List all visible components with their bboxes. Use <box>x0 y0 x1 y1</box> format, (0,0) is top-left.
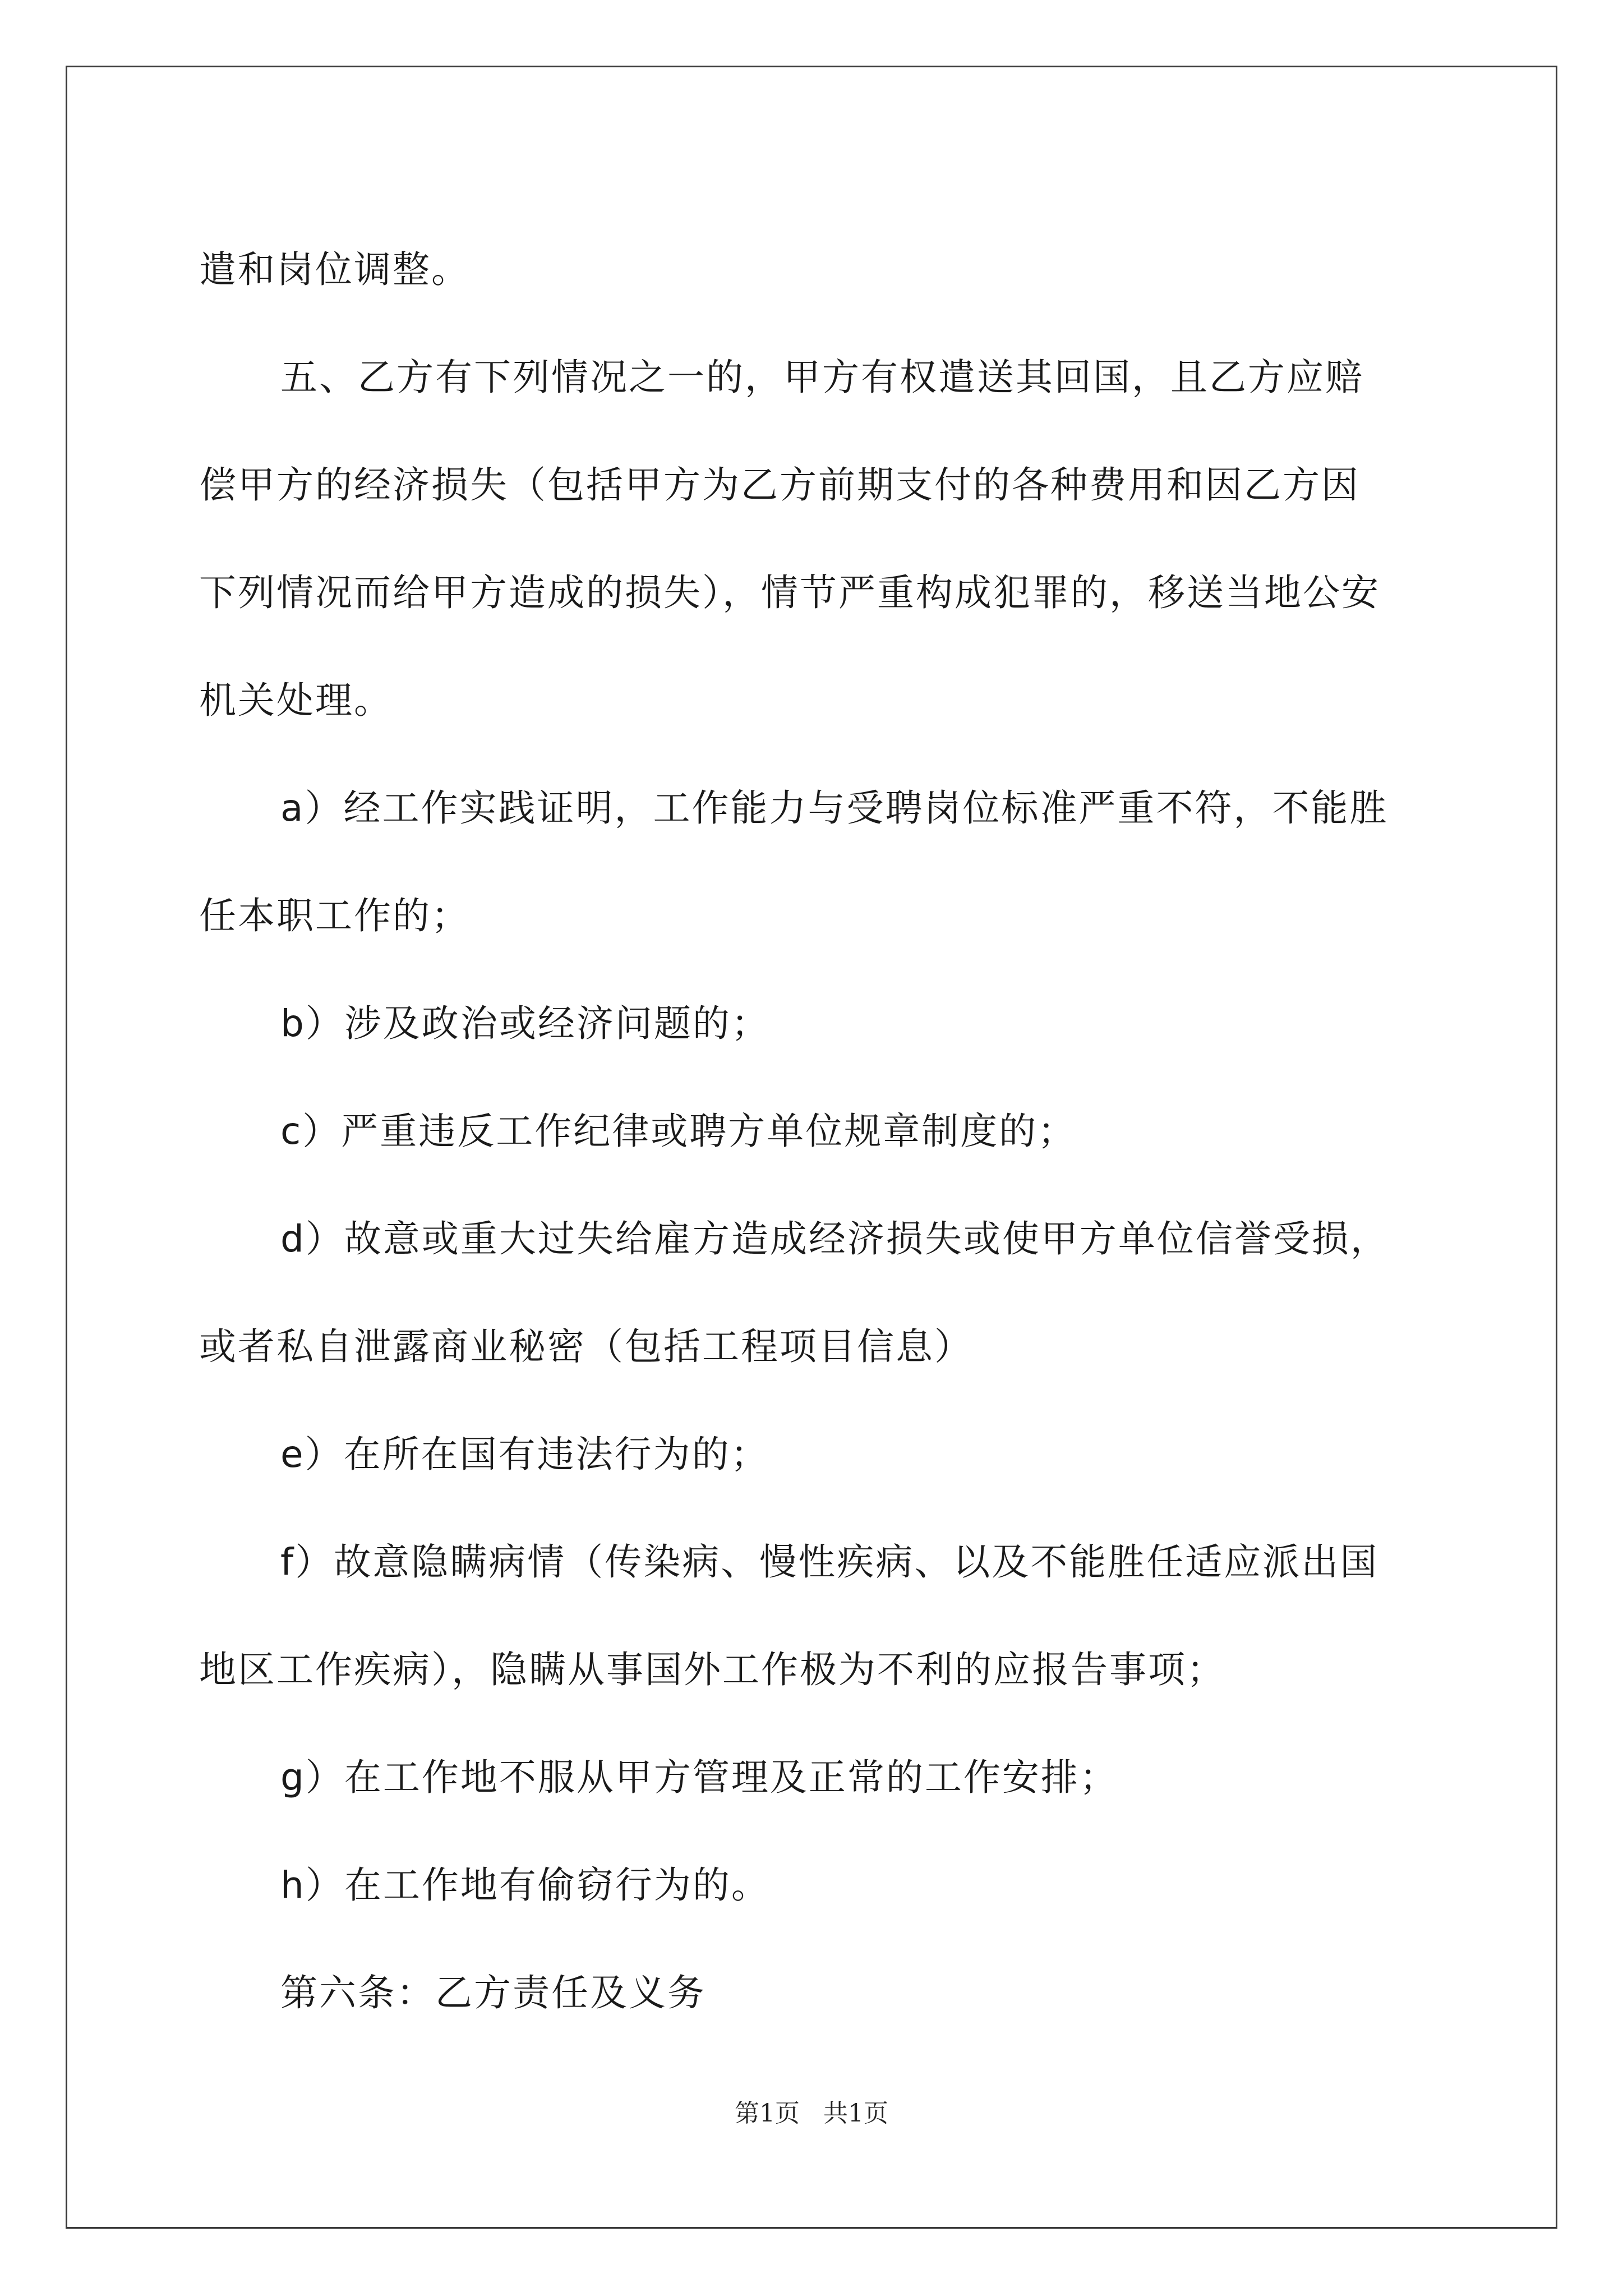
text-line: 五、乙方有下列情况之一的，甲方有权遣送其回国，且乙方应赔 <box>280 356 1364 399</box>
text-line: 第六条：乙方责任及义务 <box>280 1971 706 2014</box>
text-line: 地区工作疾病），隐瞒从事国外工作极为不利的应报告事项； <box>199 1648 1225 1691</box>
text-line: 任本职工作的； <box>199 894 470 937</box>
text-line: b）涉及政治或经济问题的； <box>280 1002 770 1045</box>
text-line: d）故意或重大过失给雇方造成经济损失或使甲方单位信誉受损， <box>280 1217 1389 1260</box>
text-line: 或者私自泄露商业秘密（包括工程项目信息） <box>199 1325 973 1368</box>
text-line: 机关处理。 <box>199 679 393 722</box>
text-line: 偿甲方的经济损失（包括甲方为乙方前期支付的各种费用和因乙方因 <box>199 463 1360 507</box>
text-line: h）在工作地有偷窃行为的。 <box>280 1864 770 1907</box>
document-body <box>199 216 1433 2047</box>
text-line: 遣和岗位调整。 <box>199 248 470 291</box>
text-line: a）经工作实践证明，工作能力与受聘岗位标准严重不符，不能胜 <box>280 786 1389 830</box>
text-line: g）在工作地不服从甲方管理及正常的工作安排； <box>280 1756 1118 1799</box>
page-number-footer: 第1页 共1页 <box>735 2099 888 2128</box>
text-line: c）严重违反工作纪律或聘方单位规章制度的； <box>280 1110 1077 1153</box>
text-line: 下列情况而给甲方造成的损失），情节严重构成犯罪的，移送当地公安 <box>199 571 1380 614</box>
text-line: e）在所在国有违法行为的； <box>280 1433 769 1476</box>
text-line: f）故意隐瞒病情（传染病、慢性疾病、以及不能胜任适应派出国 <box>280 1540 1379 1584</box>
